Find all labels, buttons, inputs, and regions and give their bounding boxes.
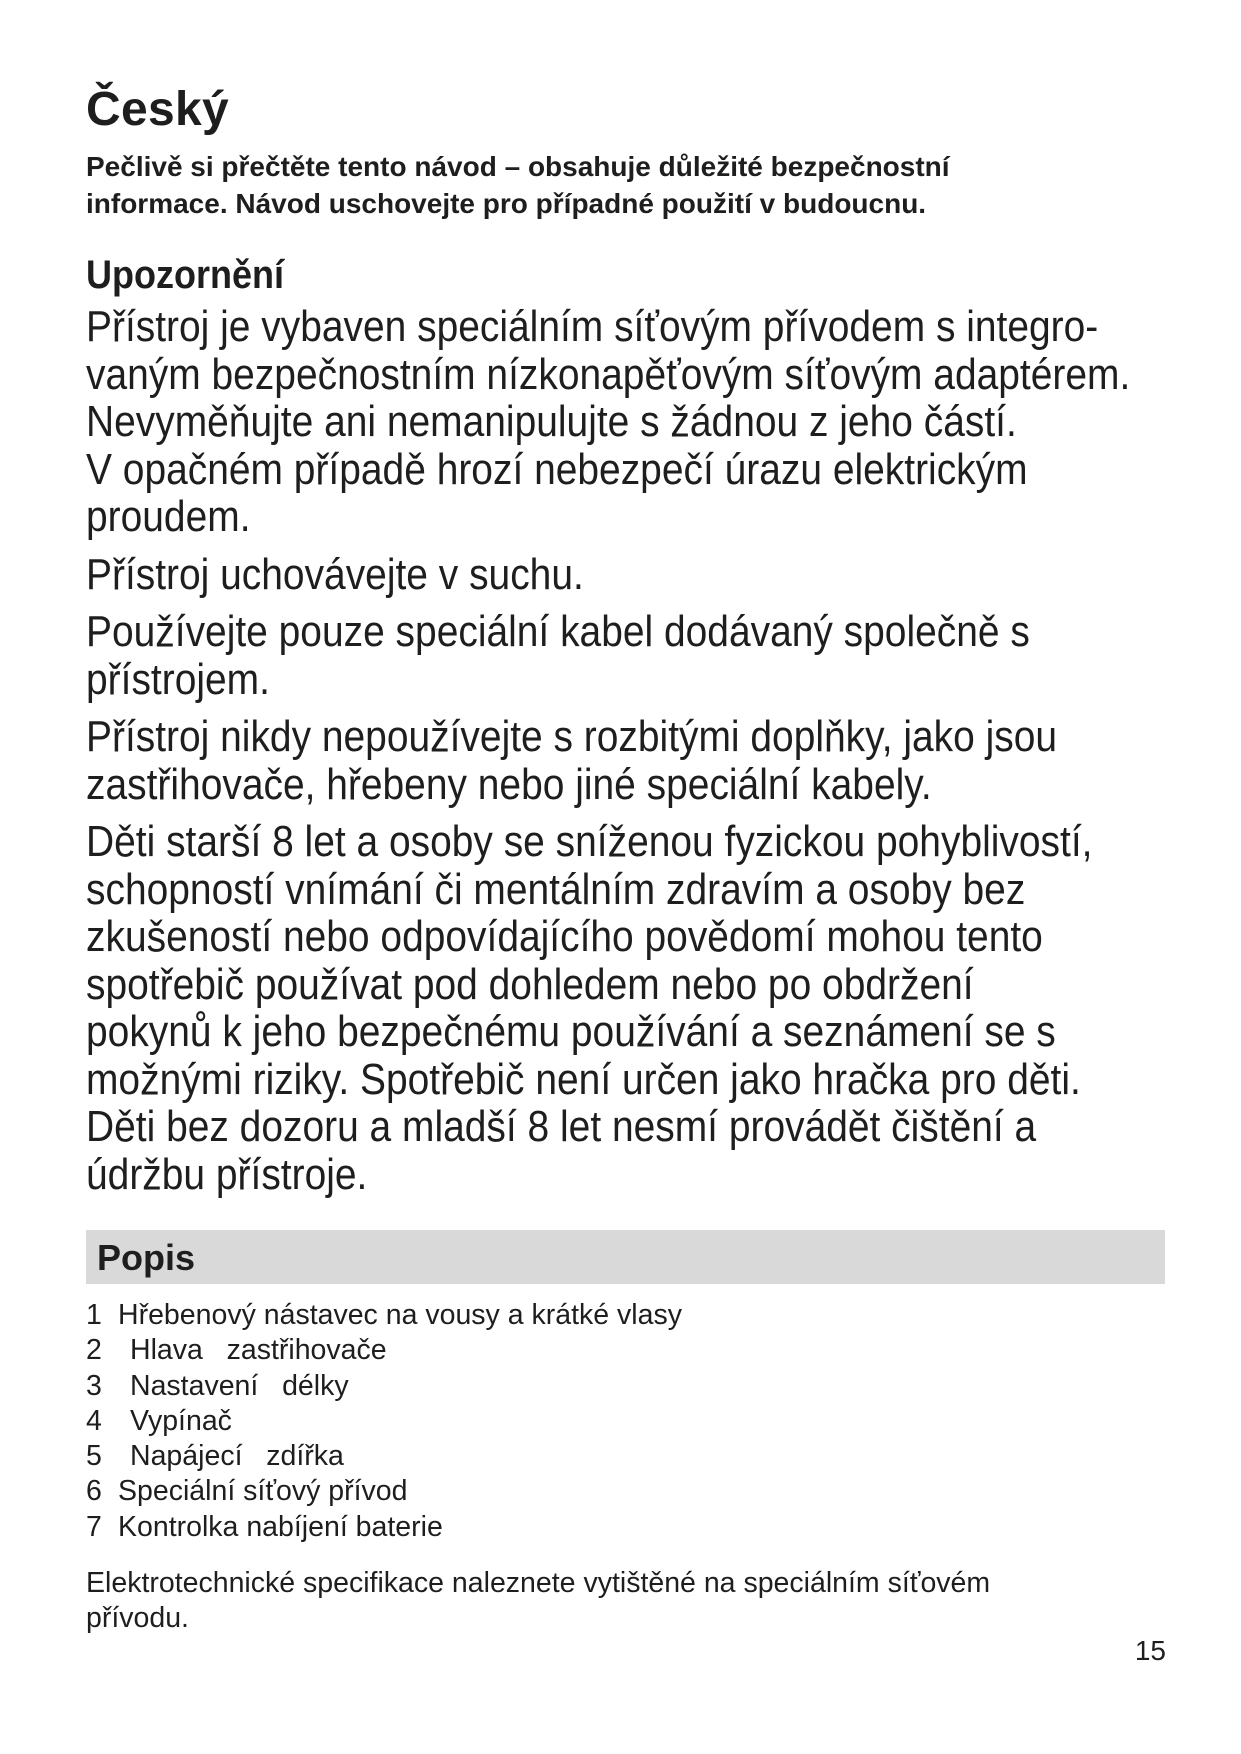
warning-paragraph-2 <box>86 551 1139 599</box>
intro-line: informace. Návod uschovejte pro případné použití v budoucnu. <box>86 188 927 219</box>
description-heading: Popis <box>97 1237 196 1278</box>
part-label: Hřebenový nástavec na vousy a krátké vlasy <box>118 1299 682 1331</box>
warning-line: údržbu přístroje. <box>86 1149 368 1199</box>
intro-line: Pečlivě si přečtěte tento návod – obsahuje důležité bezpečnostní <box>86 151 950 182</box>
warning-line: přístrojem. <box>86 654 270 704</box>
parts-list <box>86 1298 682 1545</box>
list-item <box>86 1404 682 1439</box>
part-number: 7 <box>86 1510 102 1543</box>
list-item <box>86 1510 682 1545</box>
warning-line: schopností vnímání či mentálním zdravím a osoby bez <box>86 864 1026 914</box>
list-item <box>86 1369 682 1404</box>
part-label: Napájecí zdířka <box>130 1440 344 1473</box>
warning-paragraph-4 <box>86 713 1139 808</box>
part-number: 2 <box>86 1334 102 1367</box>
page-number: 15 <box>1134 1635 1166 1666</box>
warning-line: zastřihovače, hřebeny nebo jiné speciální kabely. <box>86 759 932 809</box>
warning-paragraph-1 <box>86 303 1139 541</box>
list-item <box>86 1333 682 1368</box>
list-item <box>86 1439 682 1474</box>
warning-line: Nevyměňujte ani nemanipulujte s žádnou z jeho částí. <box>86 397 1017 446</box>
warning-line: Děti bez dozoru a mladší 8 let nesmí provádět čištění a <box>86 1102 1037 1151</box>
description-heading-bar <box>86 1230 1165 1284</box>
warning-line: pokynů k jeho bezpečnému používání a seznámení se s <box>86 1007 1056 1056</box>
intro-text <box>86 148 1166 222</box>
spec-line: přívodu. <box>86 1602 189 1634</box>
warning-line: možnými riziky. Spotřebič není určen jako hračka pro děti. <box>86 1054 1081 1104</box>
part-number: 5 <box>86 1440 102 1473</box>
part-number: 6 <box>86 1475 102 1508</box>
warning-line: proudem. <box>86 492 251 541</box>
part-label: Nastavení délky <box>130 1369 349 1402</box>
part-label: Kontrolka nabíjení baterie <box>118 1510 443 1543</box>
part-label: Vypínač <box>130 1404 232 1437</box>
warning-line: Přístroj je vybaven speciálním síťovým přívodem s integro- <box>86 302 1099 351</box>
warning-line: Používejte pouze speciální kabel dodávaný společně s <box>86 607 1030 656</box>
page-title: Český <box>86 83 229 136</box>
list-item <box>86 1474 682 1509</box>
part-label: Hlava zastřihovače <box>130 1334 387 1367</box>
warning-heading: Upozornění <box>86 253 284 297</box>
warning-line: Děti starší 8 let a osoby se sníženou fyzickou pohyblivostí, <box>86 817 1093 866</box>
warning-paragraph-3 <box>86 608 1139 703</box>
spec-line: Elektrotechnické specifikace naleznete vytištěné na speciálním síťovém <box>86 1567 991 1599</box>
warning-line: spotřebič používat pod dohledem nebo po obdržení <box>86 959 974 1009</box>
warning-paragraph-5 <box>86 818 1139 1198</box>
part-number: 4 <box>86 1404 102 1437</box>
warning-line: Přístroj nikdy nepoužívejte s rozbitými doplňky, jako jsou <box>86 712 1058 761</box>
part-number: 1 <box>86 1299 102 1331</box>
warning-line: Přístroj uchovávejte v suchu. <box>86 549 584 599</box>
list-item <box>86 1298 682 1333</box>
warning-line: V opačném případě hrozí nebezpečí úrazu elektrickým <box>86 444 1028 494</box>
warning-line: zkušeností nebo odpovídajícího povědomí mohou tento <box>86 912 1043 961</box>
warning-line: vaným bezpečnostním nízkonapěťovým síťovým adaptérem. <box>86 349 1131 399</box>
warning-section <box>86 303 1166 1208</box>
part-number: 3 <box>86 1369 102 1402</box>
part-label: Speciální síťový přívod <box>118 1475 408 1508</box>
spec-note <box>86 1566 1166 1636</box>
